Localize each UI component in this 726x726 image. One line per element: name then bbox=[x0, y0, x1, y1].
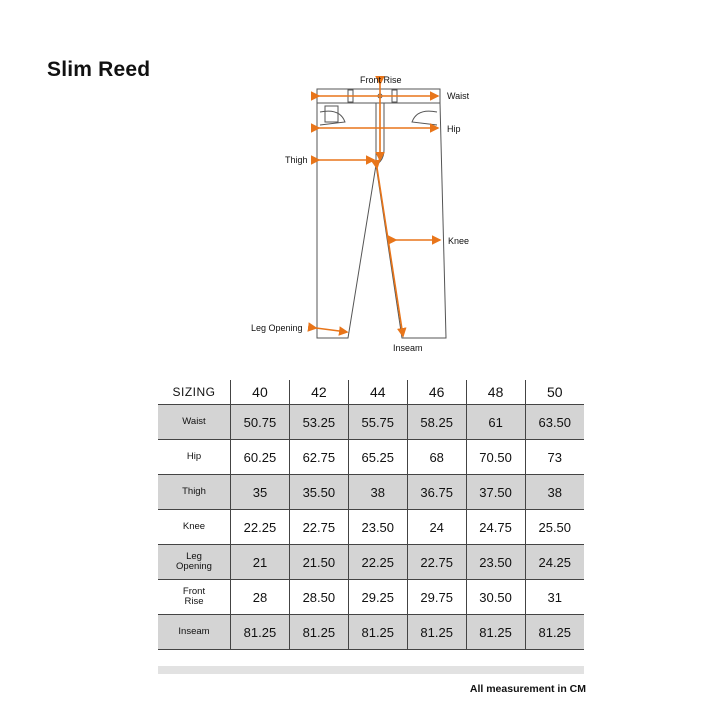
measurement-value: 24.25 bbox=[525, 545, 584, 580]
measurement-value: 35 bbox=[231, 475, 290, 510]
measurement-value: 22.75 bbox=[407, 545, 466, 580]
measure-labels bbox=[251, 75, 470, 353]
measurement-value: 36.75 bbox=[407, 475, 466, 510]
measurement-label: Inseam bbox=[158, 615, 231, 650]
measurement-label: Front Rise bbox=[158, 580, 231, 615]
label-waist: Waist bbox=[447, 91, 470, 101]
measurement-label: Leg Opening bbox=[158, 545, 231, 580]
label-inseam: Inseam bbox=[393, 343, 423, 353]
measurement-value: 65.25 bbox=[348, 440, 407, 475]
size-col-header: 44 bbox=[348, 380, 407, 405]
measurement-value: 37.50 bbox=[466, 475, 525, 510]
measurement-label: Hip bbox=[158, 440, 231, 475]
size-header-row bbox=[158, 380, 584, 405]
measurement-value: 21.50 bbox=[289, 545, 348, 580]
measurement-value: 22.25 bbox=[348, 545, 407, 580]
measurement-value: 50.75 bbox=[231, 405, 290, 440]
sizing-header: SIZING bbox=[158, 380, 231, 405]
table-row bbox=[158, 545, 584, 580]
measurement-value: 81.25 bbox=[466, 615, 525, 650]
measurement-value: 25.50 bbox=[525, 510, 584, 545]
measurement-value: 81.25 bbox=[289, 615, 348, 650]
label-hip: Hip bbox=[447, 124, 461, 134]
measurement-label: Waist bbox=[158, 405, 231, 440]
measurement-value: 29.25 bbox=[348, 580, 407, 615]
inseam-arrow bbox=[377, 168, 403, 336]
measurement-value: 81.25 bbox=[231, 615, 290, 650]
measurement-value: 70.50 bbox=[466, 440, 525, 475]
leg-opening-arrow bbox=[316, 328, 347, 332]
measurement-value: 31 bbox=[525, 580, 584, 615]
measurement-value: 23.50 bbox=[466, 545, 525, 580]
measurement-value: 24 bbox=[407, 510, 466, 545]
measurement-value: 38 bbox=[525, 475, 584, 510]
measurement-value: 23.50 bbox=[348, 510, 407, 545]
label-leg-opening: Leg Opening bbox=[251, 323, 303, 333]
size-col-header: 40 bbox=[231, 380, 290, 405]
measurement-value: 58.25 bbox=[407, 405, 466, 440]
measurement-value: 60.25 bbox=[231, 440, 290, 475]
measurement-value: 63.50 bbox=[525, 405, 584, 440]
pants-outline bbox=[317, 89, 446, 338]
table-row bbox=[158, 475, 584, 510]
measurement-label: Thigh bbox=[158, 475, 231, 510]
measurement-value: 28.50 bbox=[289, 580, 348, 615]
measurement-value: 35.50 bbox=[289, 475, 348, 510]
measurement-value: 81.25 bbox=[407, 615, 466, 650]
size-chart-table bbox=[158, 380, 584, 650]
measurement-value: 73 bbox=[525, 440, 584, 475]
measurement-value: 53.25 bbox=[289, 405, 348, 440]
measurement-value: 62.75 bbox=[289, 440, 348, 475]
table-row bbox=[158, 580, 584, 615]
measurement-value: 38 bbox=[348, 475, 407, 510]
measurement-value: 24.75 bbox=[466, 510, 525, 545]
measurement-value: 22.75 bbox=[289, 510, 348, 545]
measurement-value: 29.75 bbox=[407, 580, 466, 615]
measurement-value: 81.25 bbox=[525, 615, 584, 650]
size-col-header: 46 bbox=[407, 380, 466, 405]
measurement-note: All measurement in CM bbox=[469, 683, 586, 695]
table-row bbox=[158, 615, 584, 650]
label-knee: Knee bbox=[448, 236, 470, 246]
measurement-value: 61 bbox=[466, 405, 525, 440]
size-col-header: 50 bbox=[525, 380, 584, 405]
table-row bbox=[158, 405, 584, 440]
measurement-value: 81.25 bbox=[348, 615, 407, 650]
page-title: Slim Reed bbox=[47, 58, 151, 81]
label-thigh: Thigh bbox=[285, 155, 308, 165]
footer-bar bbox=[158, 666, 584, 674]
label-front-rise: Front Rise bbox=[360, 75, 402, 85]
table-row bbox=[158, 440, 584, 475]
table-row bbox=[158, 510, 584, 545]
measurement-value: 55.75 bbox=[348, 405, 407, 440]
measurement-label: Knee bbox=[158, 510, 231, 545]
measurement-value: 68 bbox=[407, 440, 466, 475]
size-col-header: 42 bbox=[289, 380, 348, 405]
size-col-header: 48 bbox=[466, 380, 525, 405]
measurement-value: 30.50 bbox=[466, 580, 525, 615]
measurement-value: 21 bbox=[231, 545, 290, 580]
measurement-value: 28 bbox=[231, 580, 290, 615]
measurement-value: 22.25 bbox=[231, 510, 290, 545]
